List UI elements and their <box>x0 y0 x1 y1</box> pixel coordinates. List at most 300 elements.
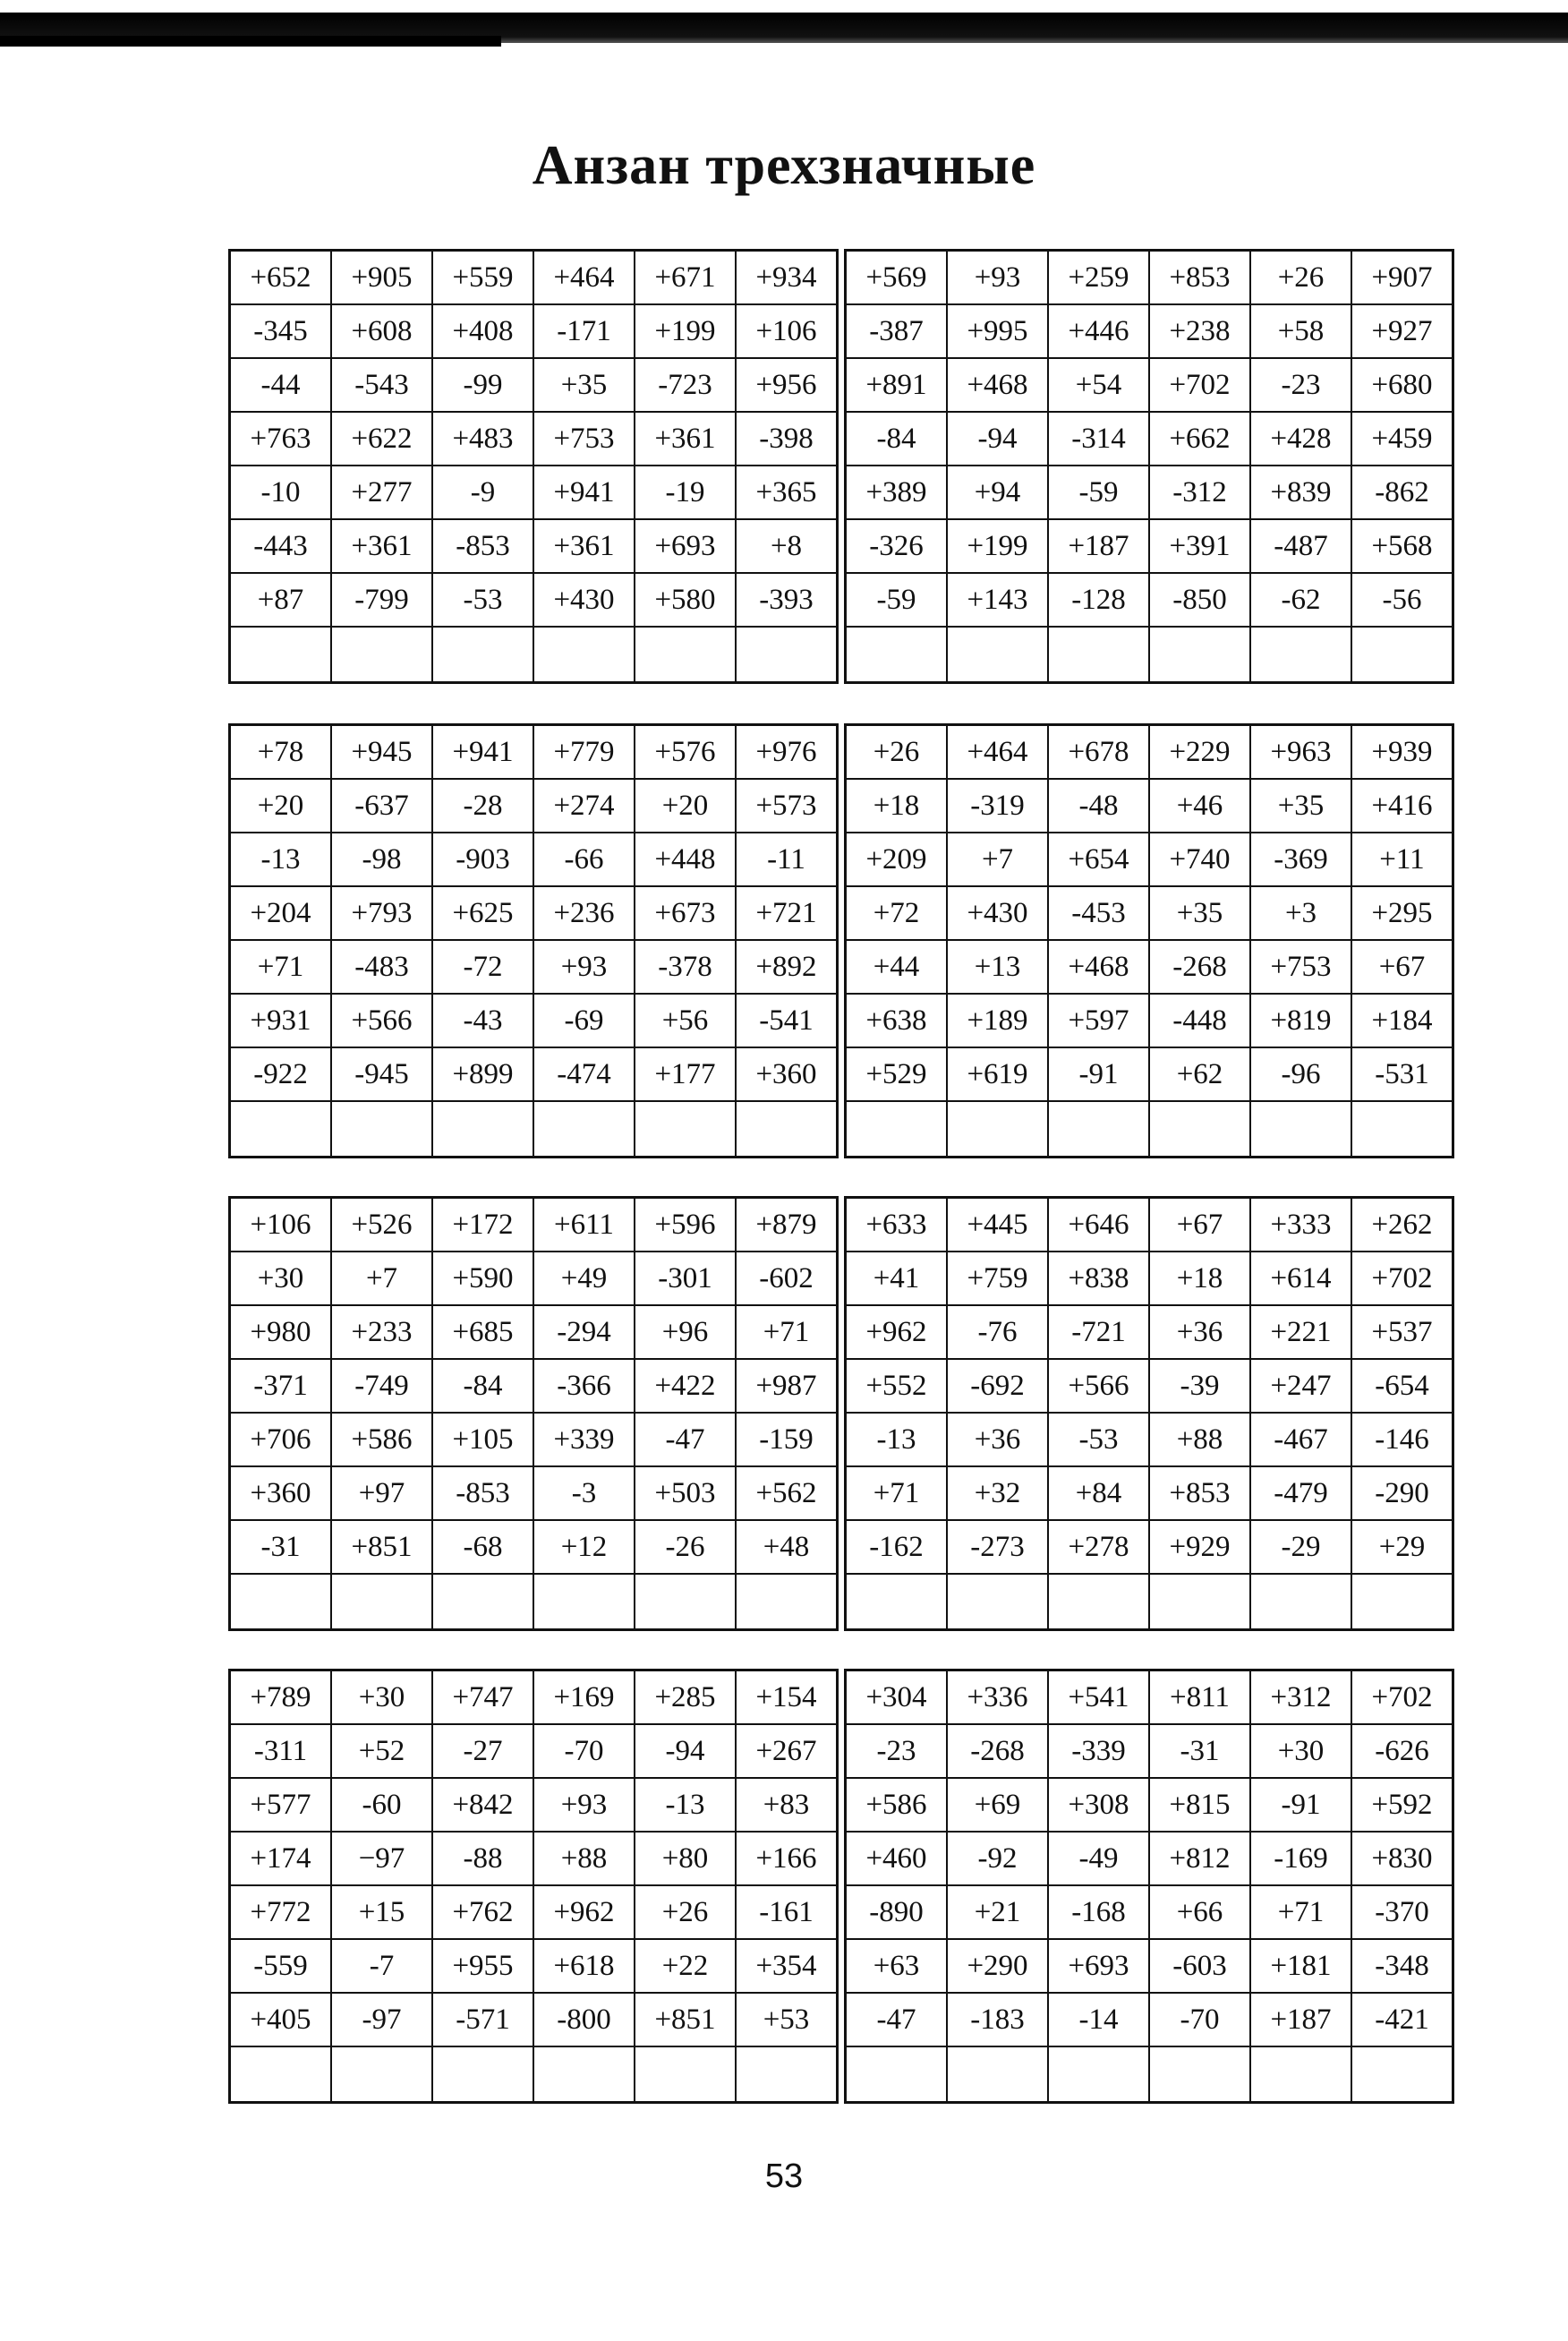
number-cell: -72 <box>432 940 533 994</box>
number-cell: +464 <box>947 725 1048 780</box>
number-cell: +93 <box>947 251 1048 305</box>
number-cell: +181 <box>1250 1939 1351 1993</box>
answer-cell[interactable] <box>1351 627 1453 683</box>
table-row <box>846 1047 1453 1101</box>
answer-cell[interactable] <box>736 627 838 683</box>
number-cell: +422 <box>635 1359 736 1413</box>
table-row <box>230 1885 838 1939</box>
number-cell: +693 <box>635 519 736 573</box>
answer-cell[interactable] <box>736 2046 838 2103</box>
number-cell: +625 <box>432 886 533 940</box>
number-cell: -14 <box>1048 1993 1149 2046</box>
number-cell: -60 <box>331 1778 432 1832</box>
number-cell: -479 <box>1250 1466 1351 1520</box>
table-row <box>230 1413 838 1466</box>
number-cell: +333 <box>1250 1198 1351 1252</box>
number-cell: +753 <box>533 412 635 466</box>
exercise-block-row <box>228 1669 1454 2104</box>
answer-cell[interactable] <box>1250 1101 1351 1158</box>
number-cell: -98 <box>331 833 432 886</box>
number-cell: +747 <box>432 1670 533 1725</box>
number-cell: -853 <box>432 1466 533 1520</box>
number-cell: -59 <box>846 573 948 627</box>
answer-cell[interactable] <box>947 1574 1048 1630</box>
number-cell: +851 <box>635 1993 736 2046</box>
number-cell: +680 <box>1351 358 1453 412</box>
number-cell: +166 <box>736 1832 838 1885</box>
number-cell: +67 <box>1149 1198 1250 1252</box>
answer-cell[interactable] <box>635 1574 736 1630</box>
number-cell: -922 <box>230 1047 332 1101</box>
number-cell: +622 <box>331 412 432 466</box>
answer-cell[interactable] <box>230 627 332 683</box>
number-cell: -29 <box>1250 1520 1351 1574</box>
answer-cell[interactable] <box>1149 627 1250 683</box>
number-cell: -47 <box>635 1413 736 1466</box>
number-cell: +20 <box>635 779 736 833</box>
number-cell: +18 <box>1149 1252 1250 1305</box>
number-cell: +962 <box>846 1305 948 1359</box>
page-number: 53 <box>764 2157 804 2195</box>
number-cell: -268 <box>1149 940 1250 994</box>
table-row <box>846 994 1453 1047</box>
table-row <box>230 466 838 519</box>
answer-cell[interactable] <box>846 2046 948 2103</box>
number-cell: -723 <box>635 358 736 412</box>
number-cell: -890 <box>846 1885 948 1939</box>
number-cell: -97 <box>331 1993 432 2046</box>
number-cell: +174 <box>230 1832 332 1885</box>
table-row <box>846 573 1453 627</box>
number-cell: -13 <box>635 1778 736 1832</box>
number-cell: -44 <box>230 358 332 412</box>
number-cell: +483 <box>432 412 533 466</box>
number-cell: +67 <box>1351 940 1453 994</box>
table-row <box>846 1724 1453 1778</box>
answer-cell[interactable] <box>1149 1101 1250 1158</box>
number-cell: +189 <box>947 994 1048 1047</box>
table-row <box>230 886 838 940</box>
number-cell: +15 <box>331 1885 432 1939</box>
table-row <box>846 304 1453 358</box>
number-cell: -393 <box>736 573 838 627</box>
number-cell: +576 <box>635 725 736 780</box>
number-cell: -31 <box>230 1520 332 1574</box>
answer-row <box>230 1101 838 1158</box>
number-cell: +577 <box>230 1778 332 1832</box>
number-cell: +69 <box>947 1778 1048 1832</box>
answer-cell[interactable] <box>533 627 635 683</box>
number-cell: +929 <box>1149 1520 1250 1574</box>
answer-cell[interactable] <box>736 1101 838 1158</box>
number-cell: +360 <box>736 1047 838 1101</box>
number-cell: +71 <box>736 1305 838 1359</box>
number-cell: +416 <box>1351 779 1453 833</box>
answer-cell[interactable] <box>533 2046 635 2103</box>
table-row <box>846 1832 1453 1885</box>
number-cell: +71 <box>230 940 332 994</box>
number-cell: +819 <box>1250 994 1351 1047</box>
number-cell: -48 <box>1048 779 1149 833</box>
number-cell: +428 <box>1250 412 1351 466</box>
number-cell: +721 <box>736 886 838 940</box>
number-cell: +939 <box>1351 725 1453 780</box>
answer-cell[interactable] <box>230 2046 332 2103</box>
number-cell: -49 <box>1048 1832 1149 1885</box>
answer-cell[interactable] <box>230 1574 332 1630</box>
number-cell: +892 <box>736 940 838 994</box>
number-cell: +793 <box>331 886 432 940</box>
number-cell: +44 <box>846 940 948 994</box>
number-cell: +354 <box>736 1939 838 1993</box>
number-cell: -161 <box>736 1885 838 1939</box>
answer-cell[interactable] <box>947 1101 1048 1158</box>
number-cell: +830 <box>1351 1832 1453 1885</box>
answer-cell[interactable] <box>432 2046 533 2103</box>
number-cell: -168 <box>1048 1885 1149 1939</box>
number-cell: -721 <box>1048 1305 1149 1359</box>
exercise-block-row <box>228 723 1454 1158</box>
table-row <box>846 833 1453 886</box>
number-cell: -448 <box>1149 994 1250 1047</box>
table-row <box>846 251 1453 305</box>
exercise-table-right <box>844 723 1454 1158</box>
number-cell: +839 <box>1250 466 1351 519</box>
number-cell: +907 <box>1351 251 1453 305</box>
number-cell: +586 <box>846 1778 948 1832</box>
number-cell: +97 <box>331 1466 432 1520</box>
number-cell: +30 <box>331 1670 432 1725</box>
answer-cell[interactable] <box>432 627 533 683</box>
number-cell: +934 <box>736 251 838 305</box>
number-cell: +673 <box>635 886 736 940</box>
number-cell: +105 <box>432 1413 533 1466</box>
number-cell: +199 <box>635 304 736 358</box>
number-cell: +995 <box>947 304 1048 358</box>
table-row <box>230 1305 838 1359</box>
answer-cell[interactable] <box>846 1101 948 1158</box>
number-cell: -903 <box>432 833 533 886</box>
answer-cell[interactable] <box>1048 1574 1149 1630</box>
number-cell: -11 <box>736 833 838 886</box>
number-cell: +608 <box>331 304 432 358</box>
number-cell: +94 <box>947 466 1048 519</box>
number-cell: +72 <box>846 886 948 940</box>
answer-cell[interactable] <box>1250 627 1351 683</box>
answer-cell[interactable] <box>1250 1574 1351 1630</box>
number-cell: +83 <box>736 1778 838 1832</box>
number-cell: -654 <box>1351 1359 1453 1413</box>
number-cell: -88 <box>432 1832 533 1885</box>
number-cell: +41 <box>846 1252 948 1305</box>
table-row <box>230 1778 838 1832</box>
number-cell: +361 <box>533 519 635 573</box>
number-cell: +468 <box>947 358 1048 412</box>
number-cell: +304 <box>846 1670 948 1725</box>
table-row <box>846 1939 1453 1993</box>
number-cell: -92 <box>947 1832 1048 1885</box>
number-cell: +93 <box>533 940 635 994</box>
number-cell: -531 <box>1351 1047 1453 1101</box>
table-row <box>230 940 838 994</box>
number-cell: -70 <box>533 1724 635 1778</box>
number-cell: -290 <box>1351 1466 1453 1520</box>
number-cell: +759 <box>947 1252 1048 1305</box>
number-cell: +29 <box>1351 1520 1453 1574</box>
number-cell: -62 <box>1250 573 1351 627</box>
table-row <box>846 1885 1453 1939</box>
number-cell: +229 <box>1149 725 1250 780</box>
number-cell: +32 <box>947 1466 1048 1520</box>
number-cell: +597 <box>1048 994 1149 1047</box>
answer-cell[interactable] <box>635 1101 736 1158</box>
number-cell: -487 <box>1250 519 1351 573</box>
number-cell: +941 <box>432 725 533 780</box>
number-cell: +53 <box>736 1993 838 2046</box>
number-cell: +879 <box>736 1198 838 1252</box>
number-cell: -559 <box>230 1939 332 1993</box>
table-row <box>230 304 838 358</box>
number-cell: +312 <box>1250 1670 1351 1725</box>
number-cell: +54 <box>1048 358 1149 412</box>
table-row <box>846 1359 1453 1413</box>
answer-cell[interactable] <box>1149 1574 1250 1630</box>
number-cell: +22 <box>635 1939 736 1993</box>
answer-cell[interactable] <box>1149 2046 1250 2103</box>
answer-row <box>230 627 838 683</box>
answer-cell[interactable] <box>331 1574 432 1630</box>
number-cell: -26 <box>635 1520 736 1574</box>
answer-cell[interactable] <box>1048 627 1149 683</box>
number-cell: +172 <box>432 1198 533 1252</box>
number-cell: +93 <box>533 1778 635 1832</box>
number-cell: -23 <box>1250 358 1351 412</box>
answer-cell[interactable] <box>1351 1574 1453 1630</box>
number-cell: +11 <box>1351 833 1453 886</box>
answer-row <box>846 627 1453 683</box>
number-cell: +789 <box>230 1670 332 1725</box>
answer-cell[interactable] <box>947 2046 1048 2103</box>
answer-row <box>846 1101 1453 1158</box>
number-cell: +891 <box>846 358 948 412</box>
number-cell: +851 <box>331 1520 432 1574</box>
number-cell: +267 <box>736 1724 838 1778</box>
answer-row <box>230 2046 838 2103</box>
number-cell: -68 <box>432 1520 533 1574</box>
number-cell: +611 <box>533 1198 635 1252</box>
number-cell: -94 <box>635 1724 736 1778</box>
number-cell: +96 <box>635 1305 736 1359</box>
number-cell: -345 <box>230 304 332 358</box>
table-row <box>230 833 838 886</box>
number-cell: -66 <box>533 833 635 886</box>
number-cell: +49 <box>533 1252 635 1305</box>
number-cell: −97 <box>331 1832 432 1885</box>
number-cell: +285 <box>635 1670 736 1725</box>
answer-cell[interactable] <box>1351 1101 1453 1158</box>
answer-cell[interactable] <box>230 1101 332 1158</box>
answer-cell[interactable] <box>1250 2046 1351 2103</box>
number-cell: +236 <box>533 886 635 940</box>
number-cell: +365 <box>736 466 838 519</box>
number-cell: +468 <box>1048 940 1149 994</box>
number-cell: +35 <box>1250 779 1351 833</box>
number-cell: +763 <box>230 412 332 466</box>
number-cell: +339 <box>533 1413 635 1466</box>
number-cell: +361 <box>635 412 736 466</box>
table-row <box>846 412 1453 466</box>
number-cell: -169 <box>1250 1832 1351 1885</box>
table-row <box>230 779 838 833</box>
answer-cell[interactable] <box>533 1574 635 1630</box>
number-cell: +529 <box>846 1047 948 1101</box>
number-cell: -273 <box>947 1520 1048 1574</box>
number-cell: -312 <box>1149 466 1250 519</box>
exercise-block-row <box>228 1196 1454 1631</box>
number-cell: +955 <box>432 1939 533 1993</box>
answer-cell[interactable] <box>635 627 736 683</box>
number-cell: -378 <box>635 940 736 994</box>
number-cell: +753 <box>1250 940 1351 994</box>
answer-cell[interactable] <box>331 627 432 683</box>
number-cell: -39 <box>1149 1359 1250 1413</box>
table-row <box>846 886 1453 940</box>
answer-row <box>846 1574 1453 1630</box>
number-cell: -13 <box>230 833 332 886</box>
answer-cell[interactable] <box>1351 2046 1453 2103</box>
answer-cell[interactable] <box>947 627 1048 683</box>
number-cell: -84 <box>846 412 948 466</box>
number-cell: +18 <box>846 779 948 833</box>
number-cell: +361 <box>331 519 432 573</box>
number-cell: +295 <box>1351 886 1453 940</box>
number-cell: -366 <box>533 1359 635 1413</box>
number-cell: +702 <box>1351 1252 1453 1305</box>
answer-cell[interactable] <box>533 1101 635 1158</box>
number-cell: +52 <box>331 1724 432 1778</box>
table-row <box>846 466 1453 519</box>
number-cell: +389 <box>846 466 948 519</box>
number-cell: +88 <box>533 1832 635 1885</box>
answer-cell[interactable] <box>432 1101 533 1158</box>
number-cell: +36 <box>1149 1305 1250 1359</box>
number-cell: +537 <box>1351 1305 1453 1359</box>
number-cell: +71 <box>1250 1885 1351 1939</box>
number-cell: -53 <box>1048 1413 1149 1466</box>
number-cell: +772 <box>230 1885 332 1939</box>
number-cell: -301 <box>635 1252 736 1305</box>
answer-cell[interactable] <box>1048 1101 1149 1158</box>
number-cell: +12 <box>533 1520 635 1574</box>
table-row <box>846 1305 1453 1359</box>
number-cell: +209 <box>846 833 948 886</box>
number-cell: +573 <box>736 779 838 833</box>
number-cell: +233 <box>331 1305 432 1359</box>
number-cell: -84 <box>432 1359 533 1413</box>
exercise-table-right <box>844 1196 1454 1631</box>
number-cell: -128 <box>1048 573 1149 627</box>
table-row <box>230 1047 838 1101</box>
answer-cell[interactable] <box>1048 2046 1149 2103</box>
number-cell: +391 <box>1149 519 1250 573</box>
answer-cell[interactable] <box>846 1574 948 1630</box>
number-cell: -541 <box>736 994 838 1047</box>
number-cell: +448 <box>635 833 736 886</box>
number-cell: +980 <box>230 1305 332 1359</box>
number-cell: -43 <box>432 994 533 1047</box>
number-cell: +905 <box>331 251 432 305</box>
number-cell: +13 <box>947 940 1048 994</box>
number-cell: +671 <box>635 251 736 305</box>
number-cell: +184 <box>1351 994 1453 1047</box>
number-cell: -162 <box>846 1520 948 1574</box>
page-title: Анзан трехзначные <box>532 135 1036 196</box>
number-cell: -749 <box>331 1359 432 1413</box>
number-cell: +26 <box>846 725 948 780</box>
number-cell: +336 <box>947 1670 1048 1725</box>
number-cell: +941 <box>533 466 635 519</box>
number-cell: -637 <box>331 779 432 833</box>
number-cell: -94 <box>947 412 1048 466</box>
answer-cell[interactable] <box>635 2046 736 2103</box>
number-cell: +956 <box>736 358 838 412</box>
number-cell: +199 <box>947 519 1048 573</box>
number-cell: +408 <box>432 304 533 358</box>
table-row <box>230 1520 838 1574</box>
table-row <box>846 725 1453 780</box>
table-row <box>846 519 1453 573</box>
number-cell: +48 <box>736 1520 838 1574</box>
table-row <box>230 1198 838 1252</box>
number-cell: +815 <box>1149 1778 1250 1832</box>
number-cell: +702 <box>1351 1670 1453 1725</box>
table-row <box>230 251 838 305</box>
answer-cell[interactable] <box>846 627 948 683</box>
table-row <box>230 1466 838 1520</box>
top-edge-bar-notch <box>0 36 501 47</box>
number-cell: -398 <box>736 412 838 466</box>
table-row <box>846 1778 1453 1832</box>
number-cell: +552 <box>846 1359 948 1413</box>
number-cell: +614 <box>1250 1252 1351 1305</box>
answer-cell[interactable] <box>432 1574 533 1630</box>
number-cell: +811 <box>1149 1670 1250 1725</box>
number-cell: +35 <box>533 358 635 412</box>
number-cell: -862 <box>1351 466 1453 519</box>
number-cell: +26 <box>1250 251 1351 305</box>
number-cell: +26 <box>635 1885 736 1939</box>
number-cell: +945 <box>331 725 432 780</box>
exercise-block-row <box>228 249 1454 684</box>
number-cell: +693 <box>1048 1939 1149 1993</box>
exercise-table-left <box>228 723 839 1158</box>
number-cell: -47 <box>846 1993 948 2046</box>
number-cell: -326 <box>846 519 948 573</box>
table-row <box>230 1359 838 1413</box>
exercise-table-left <box>228 249 839 684</box>
answer-cell[interactable] <box>736 1574 838 1630</box>
number-cell: -626 <box>1351 1724 1453 1778</box>
table-row <box>230 1832 838 1885</box>
number-cell: +58 <box>1250 304 1351 358</box>
number-cell: -348 <box>1351 1939 1453 1993</box>
number-cell: -10 <box>230 466 332 519</box>
number-cell: +559 <box>432 251 533 305</box>
number-cell: +259 <box>1048 251 1149 305</box>
number-cell: +278 <box>1048 1520 1149 1574</box>
answer-cell[interactable] <box>331 2046 432 2103</box>
answer-cell[interactable] <box>331 1101 432 1158</box>
